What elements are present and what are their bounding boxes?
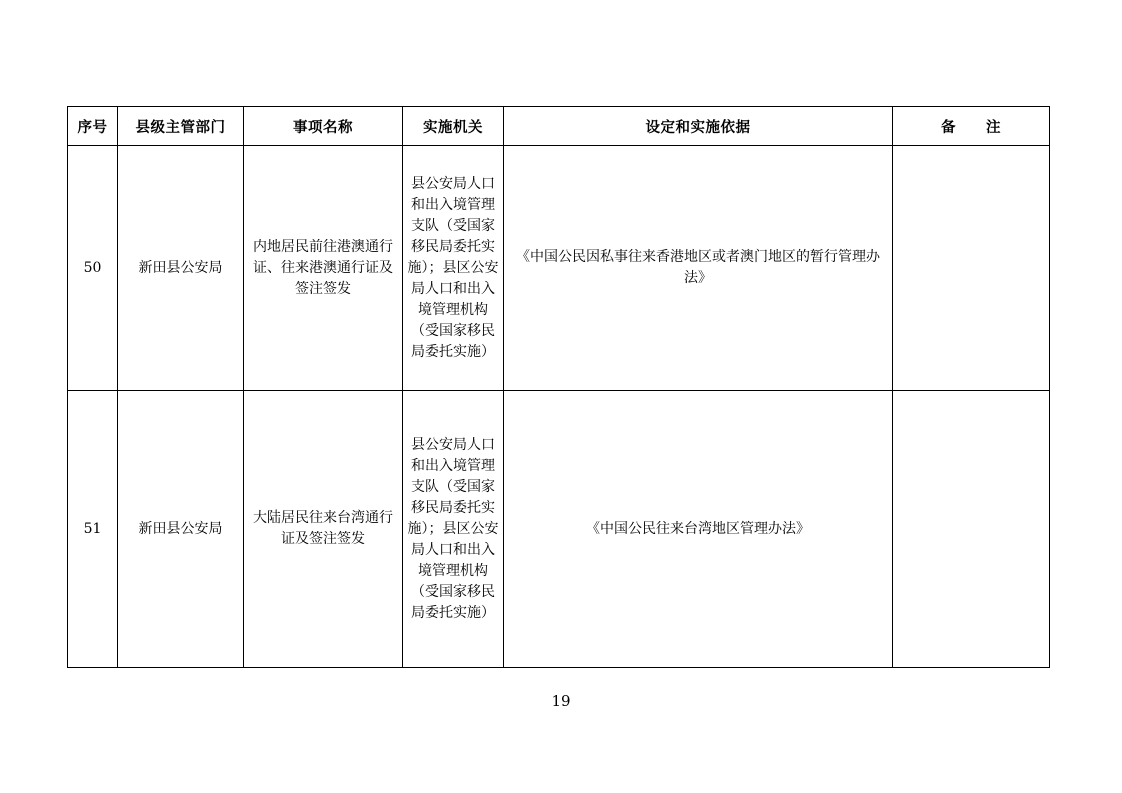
header-basis: 设定和实施依据 bbox=[504, 107, 893, 146]
row-basis-cell bbox=[504, 391, 893, 668]
row-department: 新田县公安局 bbox=[118, 146, 244, 391]
row-no: 51 bbox=[68, 391, 118, 668]
page-number: 19 bbox=[551, 692, 571, 710]
table-header-row bbox=[68, 107, 1050, 146]
row-item-name-cell bbox=[244, 146, 403, 391]
row-item-name: 大陆居民往来台湾通行证及签注签发 bbox=[253, 510, 393, 547]
row-agency-cell bbox=[403, 391, 504, 668]
header-remarks: 备 注 bbox=[893, 107, 1050, 146]
row-agency-cell bbox=[403, 146, 504, 391]
row-item-name-cell bbox=[244, 391, 403, 668]
row-basis: 《中国公民往来台湾地区管理办法》 bbox=[586, 520, 810, 537]
header-no: 序号 bbox=[68, 107, 118, 146]
table-row bbox=[68, 391, 1050, 668]
table-row bbox=[68, 146, 1050, 391]
matters-table bbox=[67, 106, 1050, 668]
row-agency: 县公安局人口和出入境管理支队（受国家移民局委托实施）；县区公安局人口和出入境管理机构（受国家移民局委托实施） bbox=[407, 436, 499, 621]
header-item-name: 事项名称 bbox=[244, 107, 403, 146]
row-basis: 《中国公民因私事往来香港地区或者澳门地区的暂行管理办法》 bbox=[516, 249, 880, 286]
header-department: 县级主管部门 bbox=[118, 107, 244, 146]
row-department: 新田县公安局 bbox=[118, 391, 244, 668]
row-agency: 县公安局人口和出入境管理支队（受国家移民局委托实施）；县区公安局人口和出入境管理机构（受国家移民局委托实施） bbox=[407, 175, 499, 360]
row-no: 50 bbox=[68, 146, 118, 391]
row-remarks bbox=[893, 391, 1050, 668]
row-remarks bbox=[893, 146, 1050, 391]
row-item-name: 内地居民前往港澳通行证、往来港澳通行证及签注签发 bbox=[253, 238, 393, 297]
row-basis-cell bbox=[504, 146, 893, 391]
header-agency: 实施机关 bbox=[403, 107, 504, 146]
